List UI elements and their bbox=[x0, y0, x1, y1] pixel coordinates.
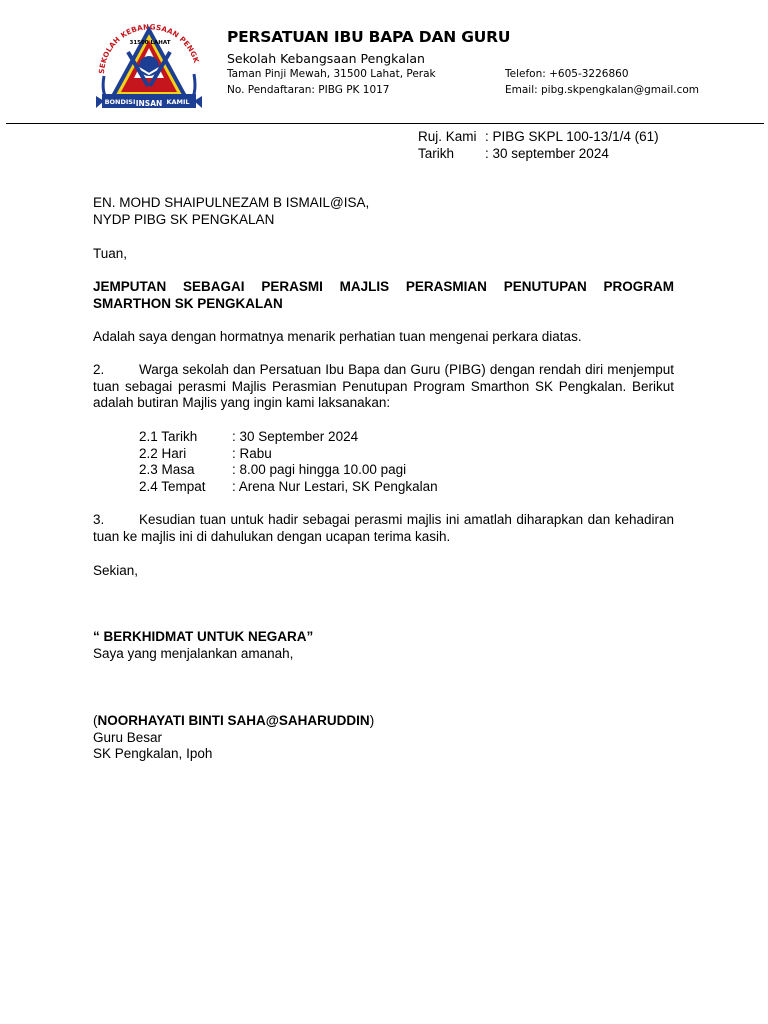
recipient-block bbox=[93, 195, 369, 228]
signatory-block bbox=[93, 713, 374, 763]
date-label: Tarikh bbox=[418, 145, 455, 161]
letterhead-divider bbox=[6, 123, 764, 124]
logo-motto-2: INSAN bbox=[135, 99, 163, 108]
org-name: PERSATUAN IBU BAPA DAN GURU bbox=[227, 28, 511, 46]
detail-label: 2.3 Masa bbox=[139, 462, 195, 478]
detail-value: : Rabu bbox=[232, 445, 272, 461]
logo-year-text: 31500 LAHAT bbox=[129, 40, 171, 46]
salutation: Tuan, bbox=[93, 246, 128, 261]
closing: Sekian, bbox=[93, 563, 139, 578]
detail-value: : Arena Nur Lestari, SK Pengkalan bbox=[232, 478, 438, 494]
phone: Telefon: +605-3226860 bbox=[505, 68, 629, 80]
subject-line: JEMPUTAN SEBAGAI PERASMI MAJLIS PERASMIAN PENUTUPAN PROGRAM SMARTHON SK PENGKALAN bbox=[93, 279, 674, 311]
reference-block bbox=[418, 129, 659, 162]
signatory-school: SK Pengkalan, Ipoh bbox=[93, 746, 213, 762]
signatory-name: NOORHAYATI BINTI SAHA@SAHARUDDIN bbox=[97, 713, 370, 728]
paragraph-2-text: Warga sekolah dan Persatuan Ibu Bapa dan Guru (PIBG) dengan rendah diri menjemput tuan sebagai perasmi Majlis Perasmian Penutupan Program Smarthon SK Pengkalan. Berikut adalah butiran Majlis yang ingin kami laksanakan: bbox=[93, 362, 674, 411]
detail-row bbox=[139, 446, 438, 463]
motto: “ BERKHIDMAT UNTUK NEGARA” bbox=[93, 629, 314, 644]
detail-row bbox=[139, 462, 438, 479]
date-value: : 30 september 2024 bbox=[485, 145, 609, 161]
signatory-title: Guru Besar bbox=[93, 729, 163, 745]
logo-motto-1: BONDISI bbox=[104, 98, 136, 106]
trust-line: Saya yang menjalankan amanah, bbox=[93, 646, 294, 661]
event-details bbox=[139, 429, 438, 495]
detail-row bbox=[139, 479, 438, 496]
detail-label: 2.1 Tarikh bbox=[139, 429, 198, 444]
recipient-name: EN. MOHD SHAIPULNEZAM B ISMAIL@ISA, bbox=[93, 195, 370, 210]
ref-value: : PIBG SKPL 100-13/1/4 (61) bbox=[485, 129, 659, 144]
paragraph-3-text: Kesudian tuan untuk hadir sebagai perasmi majlis ini amatlah diharapkan dan kehadiran tuan ke majlis ini di dahulukan dengan ucapan terima kasih. bbox=[93, 512, 674, 544]
close-paren: ) bbox=[369, 713, 375, 728]
detail-value: : 8.00 pagi hingga 10.00 pagi bbox=[232, 462, 407, 478]
signatory-name-line bbox=[93, 713, 374, 730]
registration-number: No. Pendaftaran: PIBG PK 1017 bbox=[227, 84, 390, 96]
detail-value: : 30 September 2024 bbox=[232, 429, 359, 444]
school-logo bbox=[90, 16, 208, 116]
logo-arc-text: SEKOLAH KEBANGSAAN PENGK bbox=[96, 22, 202, 75]
logo-motto-3: KAMIL bbox=[166, 98, 190, 106]
intro-paragraph: Adalah saya dengan hormatnya menarik perhatian tuan mengenai perkara diatas. bbox=[93, 329, 582, 344]
paragraph-3 bbox=[93, 512, 674, 545]
email: Email: pibg.skpengkalan@gmail.com bbox=[505, 84, 700, 96]
address: Taman Pinji Mewah, 31500 Lahat, Perak bbox=[227, 68, 436, 80]
paragraph-2-number: 2. bbox=[93, 362, 105, 377]
detail-row bbox=[139, 429, 438, 446]
ref-label: Ruj. Kami bbox=[418, 129, 477, 144]
school-name: Sekolah Kebangsaan Pengkalan bbox=[227, 51, 425, 66]
detail-label: 2.4 Tempat bbox=[139, 478, 206, 494]
paragraph-3-number: 3. bbox=[93, 512, 105, 527]
open-paren: ( bbox=[93, 713, 98, 728]
recipient-position: NYDP PIBG SK PENGKALAN bbox=[93, 211, 275, 227]
paragraph-2 bbox=[93, 362, 674, 412]
detail-label: 2.2 Hari bbox=[139, 445, 187, 461]
